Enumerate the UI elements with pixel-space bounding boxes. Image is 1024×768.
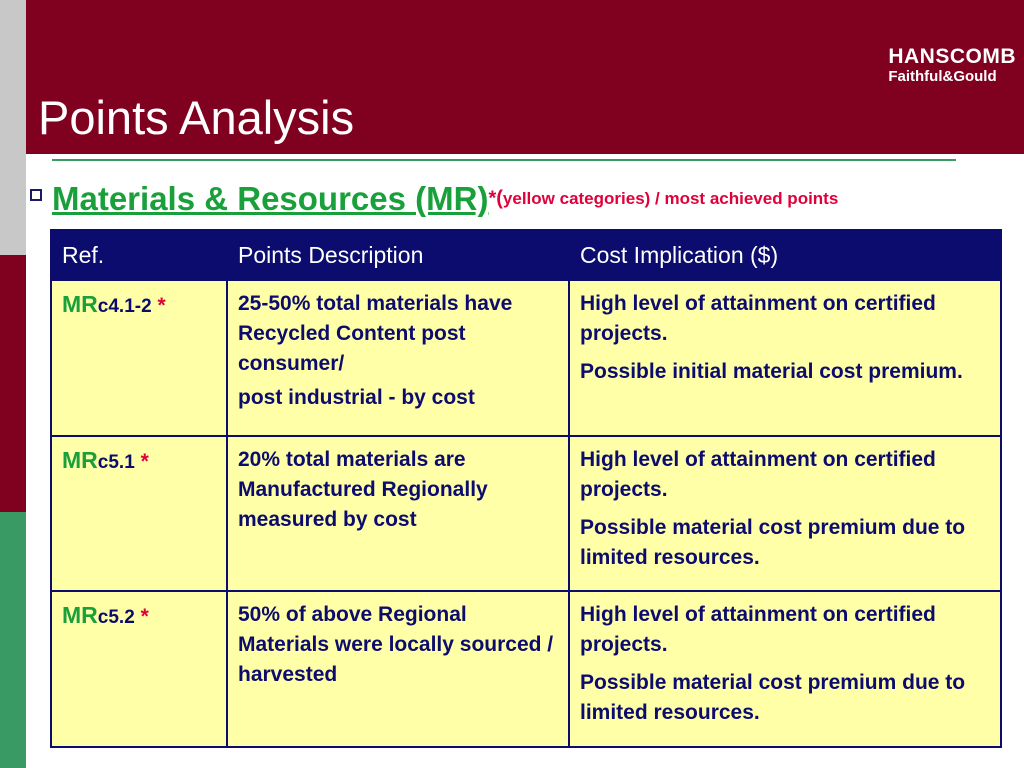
ref-code: c4.1-2 (97, 296, 152, 317)
column-header-cost: Cost Implication ($) (569, 230, 1001, 280)
logo-line-2: Faithful&Gould (888, 68, 997, 85)
title-divider (52, 159, 956, 161)
cost-cell (569, 591, 1001, 747)
description-cell (227, 591, 569, 747)
ref-cell (51, 591, 227, 747)
points-table (50, 229, 1002, 748)
description-line: post industrial - by cost (238, 386, 475, 409)
column-header-ref: Ref. (51, 230, 227, 280)
column-header-description: Points Description (227, 230, 569, 280)
cost-line: High level of attainment on certified projects. (580, 603, 936, 656)
cost-cell (569, 436, 1001, 591)
header-band (26, 0, 1024, 154)
description-cell (227, 280, 569, 436)
ref-star: * (140, 450, 149, 473)
subtitle (30, 180, 838, 218)
cost-line: High level of attainment on certified projects. (580, 448, 936, 501)
cost-line: High level of attainment on certified projects. (580, 292, 936, 345)
slide-title: Points Analysis (38, 91, 355, 144)
ref-star: * (140, 605, 149, 628)
cost-line: Possible material cost premium due to limited resources. (580, 516, 966, 569)
table-header-row (51, 230, 1001, 280)
ref-prefix: MR (62, 602, 98, 628)
company-logo (888, 46, 1016, 86)
cost-line: Possible initial material cost premium. (580, 360, 963, 383)
ref-cell (51, 280, 227, 436)
ref-prefix: MR (62, 291, 98, 317)
left-stripe-red (0, 255, 26, 512)
description-line: 50% of above Regional Materials were locally sourced / harvested (238, 603, 554, 686)
ref-prefix: MR (62, 447, 98, 473)
left-stripe-gray (0, 0, 26, 255)
cost-line: Possible material cost premium due to limited resources. (580, 671, 966, 724)
table-row (51, 436, 1001, 591)
logo-line-1: HANSCOMB (888, 45, 1016, 68)
ref-star: * (157, 294, 166, 317)
square-bullet-icon (30, 189, 42, 201)
table-row (51, 280, 1001, 436)
note-star: *( (488, 187, 503, 210)
ref-code: c5.2 (97, 607, 135, 628)
cost-cell (569, 280, 1001, 436)
ref-cell (51, 436, 227, 591)
note-text: yellow categories) / most achieved points (502, 189, 839, 208)
mr-heading: Materials & Resources (MR) (52, 180, 489, 217)
description-line: 20% total materials are Manufactured Regionally measured by cost (238, 448, 488, 531)
ref-code: c5.1 (97, 452, 135, 473)
description-line: 25-50% total materials have Recycled Content post consumer/ (238, 292, 513, 375)
table-row (51, 591, 1001, 747)
description-cell (227, 436, 569, 591)
left-stripe-green (0, 512, 26, 768)
